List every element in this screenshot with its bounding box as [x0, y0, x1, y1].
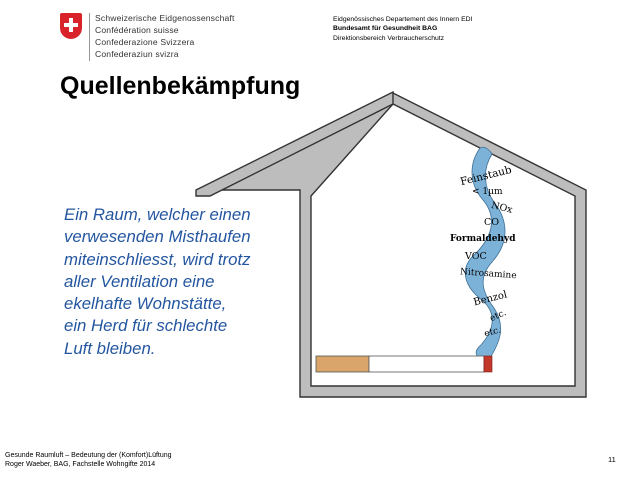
- logo-line-fr: Confédération suisse: [95, 25, 179, 35]
- quote-line: verwesenden Misthaufen: [64, 227, 251, 247]
- cigarette-ember-icon: [484, 356, 492, 372]
- quote-text: [64, 204, 294, 360]
- page-number: 11: [608, 455, 616, 464]
- department-name: Eidgenössisches Departement des Innern EDI: [333, 16, 473, 23]
- logo-line-de: Schweizerische Eidgenossenschaft: [95, 13, 235, 23]
- label-feinstaub: Feinstaub: [459, 163, 513, 189]
- logo-line-it: Confederazione Svizzera: [95, 37, 195, 47]
- cigarette-filter: [316, 356, 369, 372]
- label-nox: NOx: [490, 200, 514, 216]
- label-formaldehyd: Formaldehyd: [450, 234, 516, 244]
- office-name: Bundesamt für Gesundheit BAG: [333, 25, 438, 33]
- slide-title: Quellenbekämpfung: [60, 72, 301, 100]
- label-benzol: Benzol: [472, 289, 509, 309]
- cigarette-body: [369, 356, 484, 372]
- quote-line: miteinschliesst, wird trotz: [64, 249, 251, 269]
- footer-line-1: Gesunde Raumluft – Bedeutung der (Komfort)Lüftung: [5, 452, 172, 459]
- label-voc: VOC: [465, 251, 487, 262]
- quote-line: aller Ventilation eine: [64, 271, 215, 291]
- quote-line: Ein Raum, welcher einen: [64, 205, 251, 224]
- label-particle-size: < 1µm: [472, 187, 503, 197]
- logo-line-rm: Confederaziun svizra: [95, 49, 179, 59]
- quote-line: Luft bleiben.: [64, 338, 156, 358]
- label-co: CO: [484, 217, 500, 228]
- directorate-name: Direktionsbereich Verbraucherschutz: [333, 34, 445, 42]
- label-etc-1: etc.: [488, 308, 509, 325]
- label-etc-2: etc.: [483, 325, 503, 340]
- footer-line-2: Roger Waeber, BAG, Fachstelle Wohngifte 2014: [5, 461, 156, 468]
- quote-line: ein Herd für schlechte: [64, 316, 228, 336]
- label-nitrosamine: Nitrosamine: [459, 267, 517, 282]
- quote-line: ekelhafte Wohnstätte,: [64, 294, 227, 314]
- footer: [5, 451, 172, 469]
